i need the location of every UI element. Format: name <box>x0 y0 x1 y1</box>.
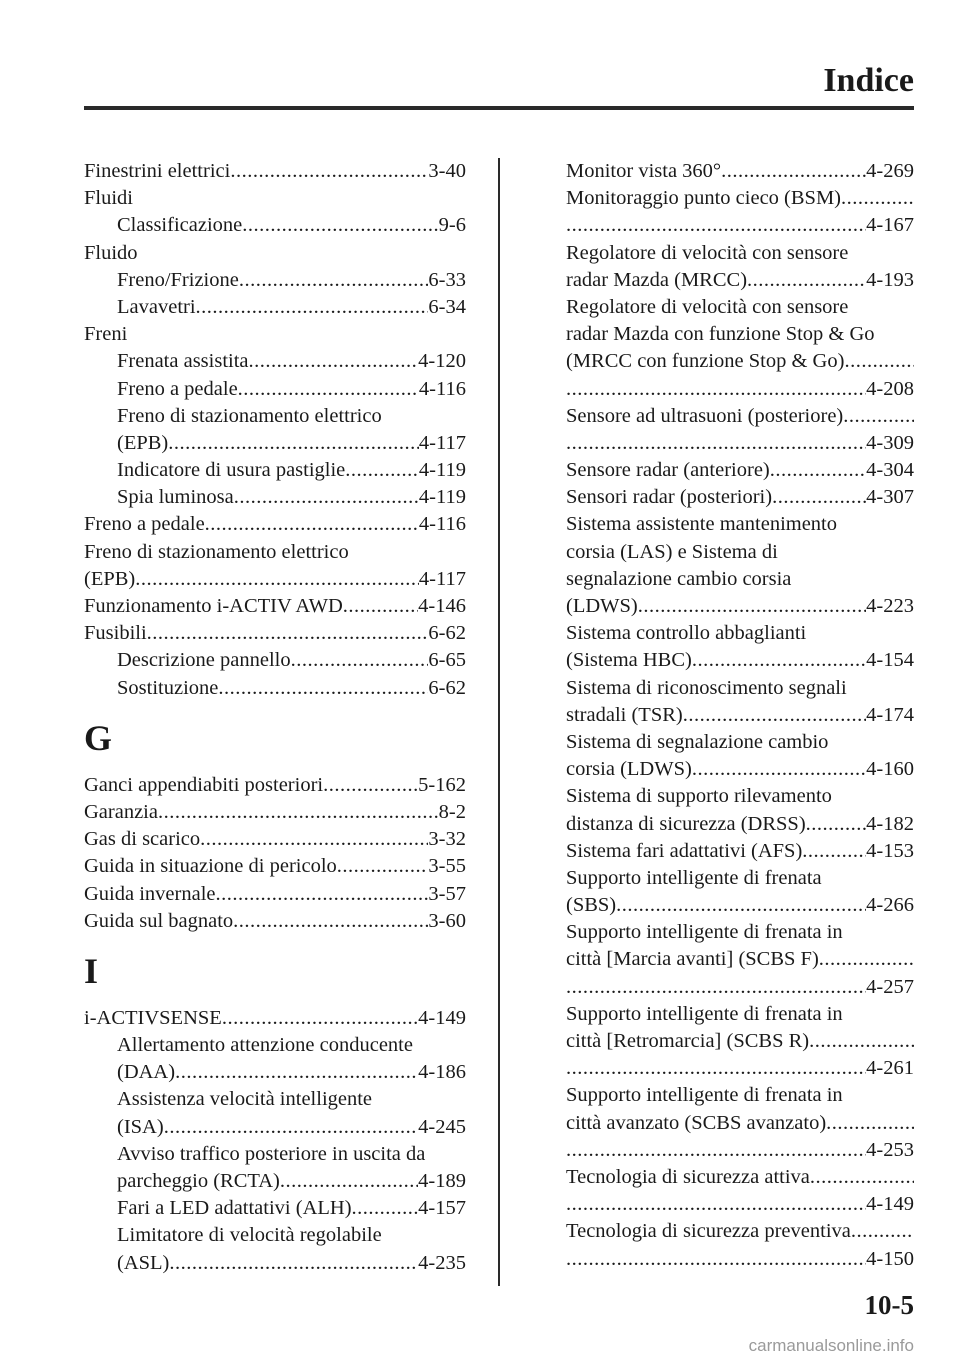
page-number: 10-5 <box>864 1290 914 1320</box>
index-entry[interactable] <box>84 566 466 593</box>
entry-page-ref: 4-189 <box>418 1170 466 1192</box>
entry-page-ref: 3-55 <box>428 855 466 878</box>
leader-dots <box>747 267 866 294</box>
leader-dots <box>566 430 866 457</box>
entry-label: città [Retromarcia] (SCBS R) <box>566 1030 810 1052</box>
leader-dots <box>337 853 429 880</box>
entry-label: Supporto intelligente di frenata in <box>566 921 843 944</box>
index-entry[interactable] <box>566 1137 914 1164</box>
entry-label: Sistema controllo abbaglianti <box>566 622 807 645</box>
leader-dots <box>566 1246 866 1273</box>
leader-dots <box>721 158 866 185</box>
leader-dots <box>158 799 439 826</box>
index-entry[interactable] <box>566 892 914 919</box>
entry-page-ref: 4-119 <box>418 459 466 482</box>
leader-dots <box>230 158 428 185</box>
entry-page-ref: 4-116 <box>418 513 466 536</box>
header-rule <box>84 106 914 110</box>
leader-dots <box>239 267 429 294</box>
entry-page-ref: 4-174 <box>866 703 914 726</box>
leader-dots <box>844 348 914 375</box>
leader-dots <box>249 348 419 375</box>
index-entry[interactable] <box>84 321 466 348</box>
index-entry[interactable] <box>84 853 466 880</box>
index-subentry[interactable] <box>84 675 466 702</box>
entry-label: radar Mazda con funzione Stop & Go <box>566 323 875 346</box>
entry-page-ref: 4-120 <box>418 350 466 373</box>
leader-dots <box>566 376 866 403</box>
index-entry[interactable] <box>566 1218 914 1245</box>
index-entry[interactable] <box>566 1028 914 1055</box>
index-entry[interactable] <box>566 974 914 1001</box>
leader-dots <box>683 702 866 729</box>
index-entry[interactable] <box>84 185 466 212</box>
entry-label: Funzionamento i-ACTIV AWD <box>84 595 343 617</box>
entry-label: i-ACTIVSENSE <box>84 1006 222 1029</box>
leader-dots <box>566 212 866 239</box>
entry-page-ref: 4-261 <box>866 1057 914 1080</box>
entry-page-ref: 4-253 <box>866 1138 914 1161</box>
entry-label: Supporto intelligente di frenata <box>566 866 822 889</box>
index-entry[interactable] <box>566 838 914 865</box>
leader-dots <box>175 1059 418 1086</box>
index-entry[interactable] <box>566 158 914 185</box>
entry-label: Avviso traffico posteriore in uscita da <box>117 1142 426 1165</box>
entry-label: Freno di stazionamento elettrico <box>84 540 349 563</box>
entry-page-ref: 4-154 <box>866 649 914 672</box>
leader-dots <box>826 1110 914 1137</box>
leader-dots <box>566 1055 866 1082</box>
leader-dots <box>200 826 428 853</box>
entry-page-ref: 4-309 <box>866 431 914 454</box>
entry-label: (LDWS) <box>566 595 638 617</box>
entry-page-ref: 6-62 <box>428 676 466 699</box>
entry-page-ref: 4-269 <box>866 160 914 182</box>
index-subentry[interactable] <box>84 1114 466 1141</box>
index-entry[interactable] <box>566 1110 914 1137</box>
entry-label: Sensori radar (posteriori) <box>566 486 773 509</box>
leader-dots <box>218 675 428 702</box>
index-entry[interactable] <box>566 811 914 838</box>
index-subentry[interactable] <box>84 212 466 239</box>
leader-dots <box>205 511 419 538</box>
leader-dots <box>169 1250 418 1277</box>
leader-dots <box>164 1114 418 1141</box>
index-entry[interactable] <box>84 772 466 799</box>
entry-page-ref: 4-307 <box>866 486 914 509</box>
index-entry[interactable] <box>566 729 914 756</box>
entry-page-ref: 4-235 <box>418 1251 466 1274</box>
index-entry[interactable] <box>566 457 914 484</box>
index-entry[interactable] <box>84 539 466 566</box>
entry-label: Sistema assistente mantenimento <box>566 513 838 536</box>
entry-page-ref: 4-223 <box>866 595 914 617</box>
index-subentry[interactable] <box>84 647 466 674</box>
leader-dots <box>216 881 429 908</box>
column-divider <box>498 158 500 1286</box>
index-entry[interactable] <box>84 908 466 935</box>
entry-label: città [Marcia avanti] (SCBS F) <box>566 948 819 971</box>
watermark: carmanualsonline.info <box>748 1336 914 1355</box>
leader-dots <box>147 620 429 647</box>
entry-label: Assistenza velocità intelligente <box>117 1088 373 1111</box>
entry-label: Freno di stazionamento elettrico <box>117 404 382 427</box>
entry-label: (EPB) <box>84 567 136 590</box>
leader-dots <box>616 892 866 919</box>
index-subentry[interactable] <box>84 403 466 430</box>
section-letter: I <box>84 950 99 991</box>
index-entry[interactable] <box>566 865 914 892</box>
index-subentry[interactable] <box>84 457 466 484</box>
entry-label: Fari a LED adattativi (ALH) <box>117 1197 352 1220</box>
index-entry[interactable] <box>566 756 914 783</box>
leader-dots <box>234 484 419 511</box>
entry-label: distanza di sicurezza (DRSS) <box>566 812 806 835</box>
leader-dots <box>566 974 866 1001</box>
entry-label: Gas di scarico <box>84 828 201 851</box>
entry-label: (MRCC con funzione Stop & Go) <box>566 350 845 373</box>
index-entry[interactable] <box>84 620 466 647</box>
entry-page-ref: 4-182 <box>866 812 914 835</box>
entry-label: Fluido <box>84 241 138 264</box>
index-entry[interactable] <box>84 1005 466 1032</box>
index-subentry[interactable] <box>84 1195 466 1222</box>
entry-page-ref: 6-33 <box>428 268 466 291</box>
index-subentry[interactable] <box>84 1032 466 1059</box>
leader-dots <box>843 403 914 430</box>
leader-dots <box>280 1168 418 1195</box>
index-entry[interactable] <box>566 1164 914 1191</box>
leader-dots <box>809 1028 914 1055</box>
entry-label: (Sistema HBC) <box>566 649 692 672</box>
leader-dots <box>352 1195 419 1222</box>
index-entry[interactable] <box>84 826 466 853</box>
entry-label: Sistema di riconoscimento segnali <box>566 676 847 699</box>
entry-label: Monitor vista 360° <box>566 160 722 182</box>
index-entry[interactable] <box>566 702 914 729</box>
index-subentry[interactable] <box>84 1222 466 1249</box>
entry-label: Limitatore di velocità regolabile <box>117 1224 382 1247</box>
index-entry[interactable] <box>84 799 466 826</box>
leader-dots <box>772 484 866 511</box>
leader-dots <box>841 185 914 212</box>
entry-label: Guida sul bagnato <box>84 909 234 932</box>
index-entry[interactable] <box>566 240 914 267</box>
entry-label: (SBS) <box>566 894 617 917</box>
index-subentry[interactable] <box>84 430 466 457</box>
entry-page-ref: 5-162 <box>418 773 466 796</box>
entry-label: Supporto intelligente di frenata in <box>566 1084 843 1107</box>
entry-label: città avanzato (SCBS avanzato) <box>566 1111 827 1134</box>
entry-page-ref: 4-245 <box>418 1115 466 1138</box>
entry-label: Tecnologia di sicurezza preventiva <box>566 1220 851 1243</box>
entry-label: Frenata assistita <box>117 350 249 373</box>
index-entry[interactable] <box>566 212 914 239</box>
entry-page-ref: 3-60 <box>428 909 466 932</box>
index-entry[interactable] <box>566 1246 914 1273</box>
index-subentry[interactable] <box>84 376 466 403</box>
entry-page-ref: 4-186 <box>418 1061 466 1084</box>
entry-label: Supporto intelligente di frenata in <box>566 1002 843 1025</box>
entry-label: Indicatore di usura pastiglie <box>117 459 346 482</box>
index-subentry[interactable] <box>84 348 466 375</box>
index-entry[interactable] <box>566 348 914 375</box>
index-subentry[interactable] <box>84 267 466 294</box>
entry-label: Fluidi <box>84 187 133 210</box>
entry-label: Lavavetri <box>117 295 196 318</box>
entry-page-ref: 4-116 <box>418 377 466 400</box>
leader-dots <box>810 1164 914 1191</box>
entry-label: Descrizione pannello <box>117 649 291 672</box>
entry-label: Classificazione <box>117 214 243 237</box>
index-entry[interactable] <box>566 403 914 430</box>
index-entry[interactable] <box>566 919 914 946</box>
entry-page-ref: 4-257 <box>866 975 914 998</box>
index-entry[interactable] <box>566 946 914 973</box>
index-entry[interactable] <box>566 185 914 212</box>
entry-label: Sistema di segnalazione cambio <box>566 730 829 753</box>
index-entry[interactable] <box>566 675 914 702</box>
leader-dots <box>345 457 419 484</box>
leader-dots <box>802 838 866 865</box>
entry-label: Sostituzione <box>117 676 219 699</box>
entry-label: Finestrini elettrici <box>84 160 231 182</box>
entry-label: Guida in situazione di pericolo <box>84 855 337 878</box>
entry-page-ref: 4-160 <box>866 758 914 781</box>
index-entry[interactable] <box>84 593 466 620</box>
index-entry[interactable] <box>566 1191 914 1218</box>
leader-dots <box>291 647 429 674</box>
entry-label: Spia luminosa <box>117 486 234 509</box>
entry-page-ref: 8-2 <box>438 800 466 823</box>
entry-page-ref: 4-304 <box>866 459 914 482</box>
leader-dots <box>233 908 428 935</box>
entry-label: corsia (LAS) e Sistema di <box>566 540 778 563</box>
index-subentry[interactable] <box>84 1250 466 1277</box>
entry-label: corsia (LDWS) <box>566 758 692 781</box>
entry-label: stradali (TSR) <box>566 703 683 726</box>
entry-label: Fusibili <box>84 622 147 645</box>
index-entry[interactable] <box>566 593 914 620</box>
entry-page-ref: 4-119 <box>418 486 466 509</box>
entry-label: (ISA) <box>117 1115 164 1138</box>
index-entry[interactable] <box>566 1082 914 1109</box>
entry-page-ref: 4-149 <box>866 1193 914 1216</box>
entry-page-ref: 6-34 <box>428 295 466 318</box>
leader-dots <box>819 946 914 973</box>
entry-label: Freno a pedale <box>117 377 238 400</box>
entry-page-ref: 4-117 <box>418 567 466 590</box>
leader-dots <box>196 294 429 321</box>
entry-label: Guida invernale <box>84 882 216 905</box>
index-entry[interactable] <box>566 620 914 647</box>
index-entry[interactable] <box>566 511 914 538</box>
entry-page-ref: 4-157 <box>418 1197 466 1220</box>
leader-dots <box>638 593 866 620</box>
leader-dots <box>343 593 418 620</box>
entry-label: Regolatore di velocità con sensore <box>566 295 849 318</box>
index-subentry[interactable] <box>84 1168 466 1195</box>
entry-page-ref: 4-193 <box>866 268 914 291</box>
entry-page-ref: 9-6 <box>438 214 466 237</box>
index-entry[interactable] <box>566 294 914 321</box>
entry-page-ref: 6-62 <box>428 622 466 645</box>
entry-page-ref: 4-266 <box>866 894 914 917</box>
entry-label: Tecnologia di sicurezza attiva <box>566 1165 810 1188</box>
index-subentry[interactable] <box>84 1059 466 1086</box>
entry-page-ref: 6-65 <box>428 649 466 672</box>
entry-label: Monitoraggio punto cieco (BSM) <box>566 187 842 210</box>
index-entry[interactable] <box>566 321 914 348</box>
index-subentry[interactable] <box>84 294 466 321</box>
entry-label: Freno a pedale <box>84 513 205 536</box>
entry-label: (ASL) <box>117 1251 170 1274</box>
leader-dots <box>566 1137 866 1164</box>
entry-page-ref: 4-149 <box>418 1006 466 1029</box>
index-entry[interactable] <box>566 647 914 674</box>
entry-label: Allertamento attenzione conducente <box>117 1034 413 1057</box>
index-entry[interactable] <box>566 484 914 511</box>
leader-dots <box>168 430 419 457</box>
entry-label: Garanzia <box>84 800 158 823</box>
entry-page-ref: 4-167 <box>866 214 914 237</box>
entry-page-ref: 3-57 <box>428 882 466 905</box>
entry-label: Sistema fari adattativi (AFS) <box>566 839 803 862</box>
entry-label: Regolatore di velocità con sensore <box>566 241 849 264</box>
index-entry[interactable] <box>84 240 466 267</box>
entry-label: parcheggio (RCTA) <box>117 1170 280 1192</box>
entry-page-ref: 4-146 <box>418 595 466 617</box>
entry-label: (EPB) <box>117 431 169 454</box>
index-entry[interactable] <box>566 430 914 457</box>
index-entry[interactable] <box>566 783 914 810</box>
leader-dots <box>323 772 418 799</box>
entry-page-ref: 4-117 <box>418 431 466 454</box>
entry-page-ref: 3-40 <box>428 160 466 182</box>
index-subentry[interactable] <box>84 1086 466 1113</box>
index-entry[interactable] <box>566 1055 914 1082</box>
index-subentry[interactable] <box>84 484 466 511</box>
index-entry[interactable] <box>566 1001 914 1028</box>
leader-dots <box>851 1218 914 1245</box>
leader-dots <box>770 457 866 484</box>
page-title: Indice <box>823 62 914 99</box>
entry-label: segnalazione cambio corsia <box>566 567 792 590</box>
entry-label: Sensore ad ultrasuoni (posteriore) <box>566 404 844 427</box>
index-column-left <box>84 158 466 1277</box>
leader-dots <box>692 647 866 674</box>
leader-dots <box>238 376 419 403</box>
entry-page-ref: 3-32 <box>428 828 466 851</box>
leader-dots <box>242 212 438 239</box>
entry-label: Ganci appendiabiti posteriori <box>84 773 324 796</box>
index-entry[interactable] <box>566 539 914 566</box>
leader-dots <box>135 566 419 593</box>
entry-label: Freni <box>84 323 128 346</box>
entry-label: radar Mazda (MRCC) <box>566 268 748 291</box>
index-entry[interactable] <box>84 511 466 538</box>
leader-dots <box>222 1005 418 1032</box>
index-entry[interactable] <box>566 376 914 403</box>
entry-label: Freno/Frizione <box>117 268 239 291</box>
leader-dots <box>566 1191 866 1218</box>
leader-dots <box>692 756 866 783</box>
entry-label: (DAA) <box>117 1061 176 1084</box>
entry-page-ref: 4-150 <box>866 1247 914 1270</box>
section-letter: G <box>84 717 113 758</box>
index-entry[interactable] <box>566 267 914 294</box>
leader-dots <box>806 811 867 838</box>
entry-page-ref: 4-153 <box>866 839 914 862</box>
index-entry[interactable] <box>566 566 914 593</box>
entry-label: Sensore radar (anteriore) <box>566 459 770 482</box>
index-subentry[interactable] <box>84 1141 466 1168</box>
index-column-right <box>566 158 914 1273</box>
index-entry[interactable] <box>84 158 466 185</box>
entry-label: Sistema di supporto rilevamento <box>566 785 832 808</box>
entry-page-ref: 4-208 <box>866 377 914 400</box>
index-entry[interactable] <box>84 881 466 908</box>
